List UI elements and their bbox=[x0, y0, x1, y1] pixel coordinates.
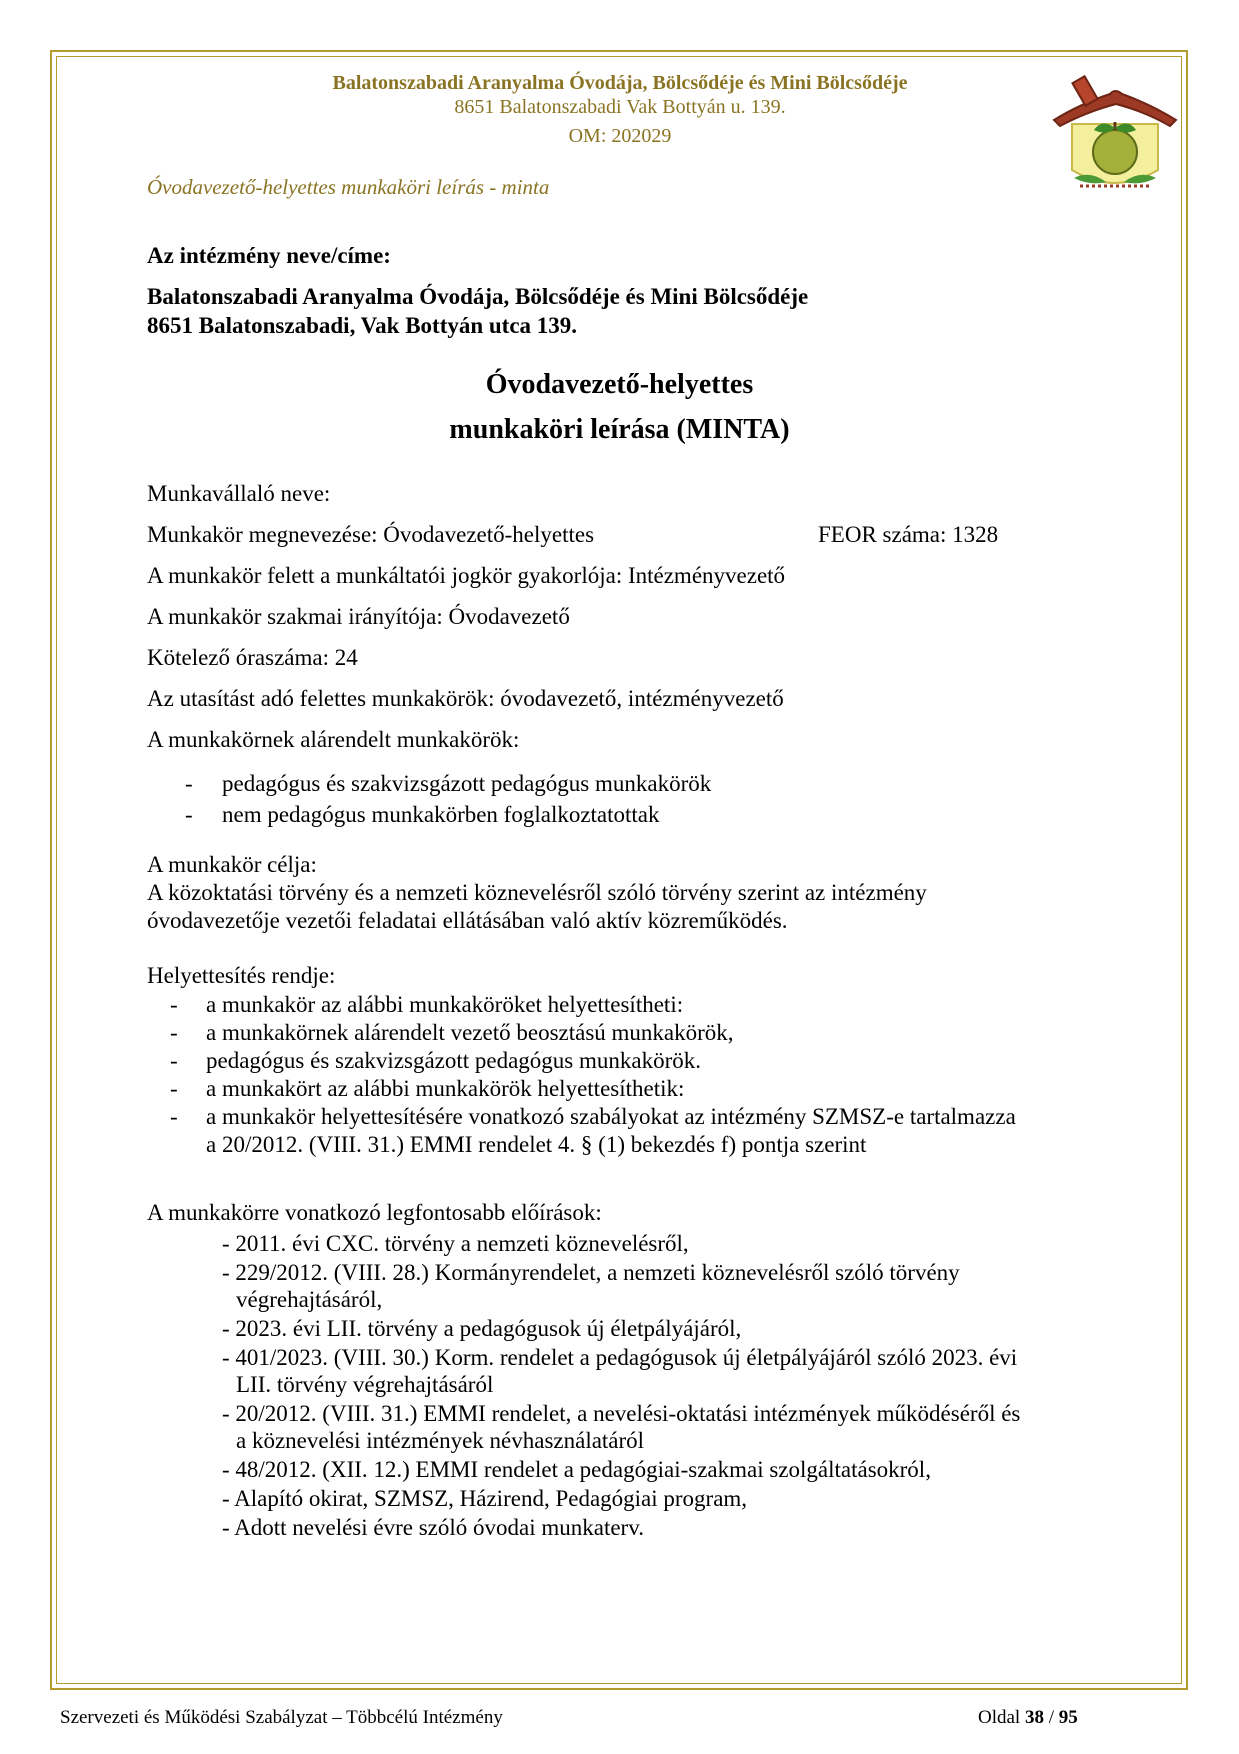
list-item: - 401/2023. (VIII. 30.) Korm. rendelet a pedagógusok új életpályájáról szóló 2023. évi LII. törvény végrehajtásáról bbox=[222, 1345, 1018, 1397]
institution-address: 8651 Balatonszabadi, Vak Bottyán utca 139. bbox=[147, 313, 578, 338]
document-title-line1: Óvodavezető-helyettes bbox=[485, 369, 754, 400]
list-item: - 2023. évi LII. törvény a pedagógusok új életpályájáról, bbox=[222, 1316, 742, 1341]
header-address: 8651 Balatonszabadi Vak Bottyán u. 139. bbox=[454, 96, 786, 118]
subordinates-list bbox=[185, 768, 711, 830]
list-item: - Adott nevelési évre szóló óvodai munkaterv. bbox=[222, 1515, 644, 1540]
footer-title: Szervezeti és Működési Szabályzat – Többcélú Intézmény bbox=[60, 1707, 503, 1728]
regulations-list bbox=[222, 1230, 1020, 1543]
feor-field: FEOR száma: 1328 bbox=[818, 522, 999, 547]
list-item: - 48/2012. (XII. 12.) EMMI rendelet a pedagógiai-szakmai szolgáltatásokról, bbox=[222, 1457, 931, 1482]
job-title-field: Munkakör megnevezése: Óvodavezető-helyettes bbox=[147, 522, 595, 547]
goal-text-line1: A közoktatási törvény és a nemzeti köznevelésről szóló törvény szerint az intézmény bbox=[147, 880, 927, 905]
list-item: - nem pedagógus munkakörben foglalkoztatottak bbox=[185, 802, 660, 827]
list-item: - pedagógus és szakvizsgázott pedagógus munkakörök bbox=[185, 771, 712, 796]
list-item: - 20/2012. (VIII. 31.) EMMI rendelet, a nevelési-oktatási intézmények működéséről és a köznevelési intézmények névhasználatáról bbox=[222, 1401, 1021, 1453]
substitution-label: Helyettesítés rendje: bbox=[147, 963, 336, 988]
institution-name: Balatonszabadi Aranyalma Óvodája, Bölcsődéje és Mini Bölcsődéje bbox=[147, 284, 809, 309]
header-institution: Balatonszabadi Aranyalma Óvodája, Bölcsődéje és Mini Bölcsődéje bbox=[332, 72, 908, 94]
employer-rights-field: A munkakör felett a munkáltatói jogkör gyakorlója: Intézményvezető bbox=[147, 563, 786, 588]
goal-text-line2: óvodavezetője vezetői feladatai ellátásában való aktív közreműködés. bbox=[147, 908, 788, 933]
list-item: - a munkakör helyettesítésére vonatkozó szabályokat az intézmény SZMSZ-e tartalmazza bbox=[170, 1104, 1016, 1129]
goal-label: A munkakör célja: bbox=[147, 852, 317, 877]
hours-field: Kötelező óraszáma: 24 bbox=[147, 645, 358, 670]
list-item: a 20/2012. (VIII. 31.) EMMI rendelet 4. § (1) bekezdés f) pontja szerint bbox=[206, 1132, 867, 1157]
professional-director-field: A munkakör szakmai irányítója: Óvodavezető bbox=[147, 604, 570, 629]
employee-name-field: Munkavállaló neve: bbox=[147, 481, 331, 506]
list-item: - pedagógus és szakvizsgázott pedagógus munkakörök. bbox=[170, 1048, 702, 1073]
list-item: - Alapító okirat, SZMSZ, Házirend, Pedagógiai program, bbox=[222, 1486, 748, 1511]
list-item: - 229/2012. (VIII. 28.) Kormányrendelet, a nemzeti köznevelésről szóló törvény végrehajtásáról, bbox=[222, 1260, 960, 1312]
list-item: - 2011. évi CXC. törvény a nemzeti köznevelésről, bbox=[222, 1231, 689, 1256]
subordinates-label: A munkakörnek alárendelt munkakörök: bbox=[147, 727, 520, 752]
header-om: OM: 202029 bbox=[568, 125, 672, 147]
superiors-field: Az utasítást adó felettes munkakörök: óvodavezető, intézményvezető bbox=[147, 686, 784, 711]
document-title-line2: munkaköri leírása (MINTA) bbox=[449, 414, 790, 445]
apple-house-logo-icon bbox=[1050, 74, 1180, 194]
document-label: Óvodavezető-helyettes munkaköri leírás - minta bbox=[147, 175, 550, 199]
list-item: - a munkakörnek alárendelt vezető beosztású munkakörök, bbox=[170, 1020, 734, 1045]
substitution-list bbox=[170, 991, 1016, 1159]
institution-label: Az intézmény neve/címe: bbox=[147, 243, 391, 268]
list-item: - a munkakört az alábbi munkakörök helyettesíthetik: bbox=[170, 1076, 685, 1101]
list-item: - a munkakör az alábbi munkaköröket helyettesítheti: bbox=[170, 992, 684, 1017]
page-number: Oldal 38 / 95 bbox=[978, 1707, 1078, 1728]
regulations-label: A munkakörre vonatkozó legfontosabb előírások: bbox=[147, 1200, 602, 1225]
